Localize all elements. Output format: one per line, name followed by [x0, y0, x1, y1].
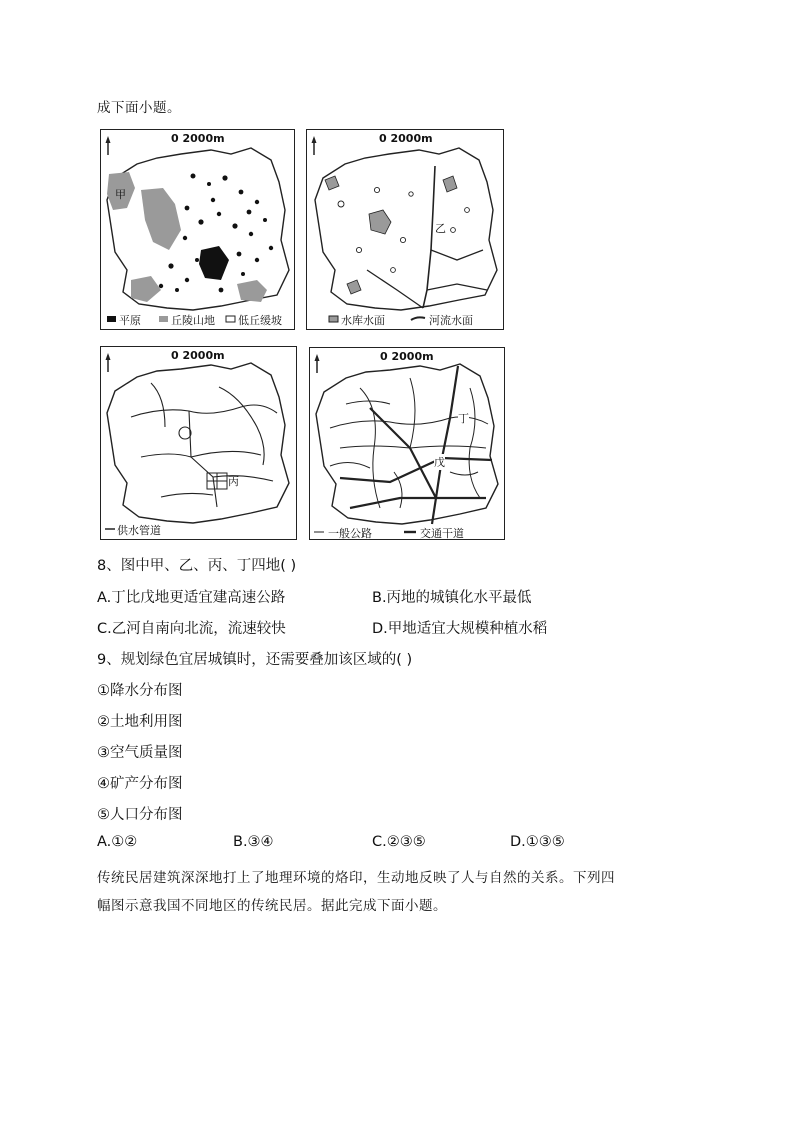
- roads-map: [309, 347, 505, 540]
- legend-plain: 平原: [119, 314, 141, 327]
- terrain-map: [100, 129, 295, 330]
- q9-item: ③空气质量图: [97, 745, 183, 761]
- q8-option-d[interactable]: D.甲地适宜大规模种植水稻: [372, 621, 548, 637]
- q8-stem: 8、图中甲、乙、丙、丁四地( ): [97, 558, 297, 574]
- place-jia: 甲: [115, 188, 126, 201]
- place-yi: 乙: [435, 222, 446, 235]
- q9-stem: 9、规划绿色宜居城镇时，还需要叠加该区域的( ): [97, 652, 413, 668]
- q9-option-a[interactable]: A.①②: [97, 834, 138, 850]
- q9-option-c[interactable]: C.②③⑤: [372, 834, 426, 850]
- q9-item: ⑤人口分布图: [97, 807, 183, 823]
- legend-pipe: 供水管道: [117, 524, 161, 537]
- q9-option-d[interactable]: D.①③⑤: [510, 834, 565, 850]
- q9-item: ②土地利用图: [97, 714, 183, 730]
- legend-trunk-road: 交通干道: [420, 527, 464, 540]
- outro-line-2: 幅图示意我国不同地区的传统民居。据此完成下面小题。: [97, 898, 447, 914]
- place-ding: 丁: [458, 412, 469, 425]
- water-supply-map-drawing: [101, 347, 298, 541]
- place-bing: 丙: [228, 475, 239, 488]
- legend-road: 一般公路: [328, 527, 372, 540]
- scale-bar: 0 2000m: [380, 350, 434, 363]
- q9-item: ④矿产分布图: [97, 776, 183, 792]
- legend-hills: 丘陵山地: [171, 314, 215, 327]
- intro-text: 成下面小题。: [97, 100, 181, 116]
- roads-map-drawing: [310, 348, 506, 541]
- water-map-drawing: [307, 130, 505, 331]
- terrain-map-drawing: [101, 130, 296, 331]
- legend-reservoir: 水库水面: [341, 314, 385, 327]
- place-wu: 戊: [434, 456, 445, 469]
- outro-line-1: 传统民居建筑深深地打上了地理环境的烙印，生动地反映了人与自然的关系。下列四: [97, 870, 615, 886]
- legend-river: 河流水面: [429, 314, 473, 327]
- water-map: [306, 129, 504, 330]
- q9-option-b[interactable]: B.③④: [233, 834, 274, 850]
- scale-bar: 0 2000m: [171, 349, 225, 362]
- q8-option-b[interactable]: B.丙地的城镇化水平最低: [372, 590, 532, 606]
- scale-bar: 0 2000m: [171, 132, 225, 145]
- legend-gentle-slope: 低丘缓坡: [238, 314, 282, 327]
- q8-option-a[interactable]: A.丁比戊地更适宜建高速公路: [97, 590, 286, 606]
- q9-item: ①降水分布图: [97, 683, 183, 699]
- water-supply-map: [100, 346, 297, 540]
- q8-option-c[interactable]: C.乙河自南向北流，流速较快: [97, 621, 286, 637]
- scale-bar: 0 2000m: [379, 132, 433, 145]
